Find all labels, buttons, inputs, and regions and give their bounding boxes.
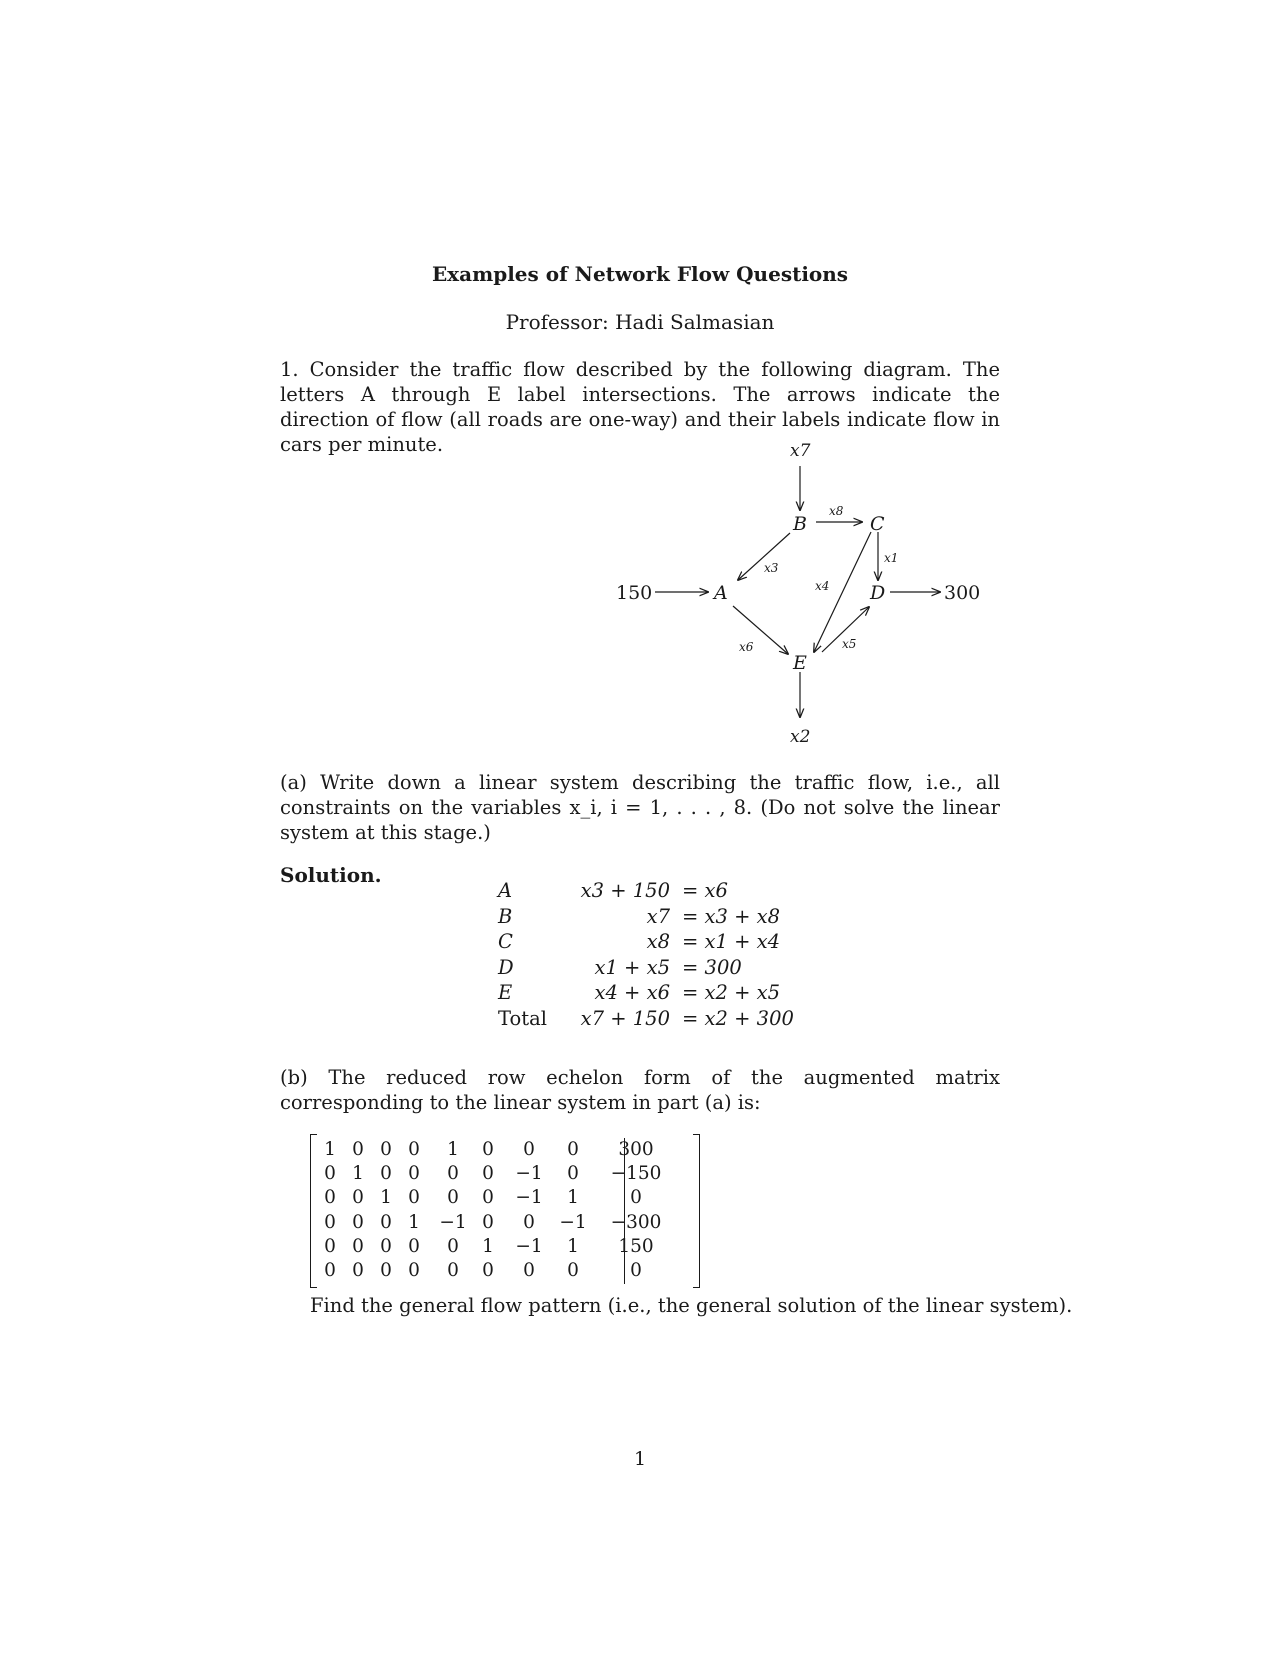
node-b: B — [793, 513, 807, 535]
matrix-left-bracket — [310, 1134, 317, 1288]
label-x2: x2 — [790, 727, 811, 747]
matrix-cell: 0 — [408, 1139, 420, 1160]
part-b-text: (b) The reduced row echelon form of the augmented matrix corresponding to the linear system in part (a) is: — [280, 1066, 1000, 1114]
label-x7: x7 — [790, 441, 811, 461]
matrix-cell: 0 — [482, 1187, 494, 1209]
matrix-cell: 0 — [567, 1260, 579, 1281]
equation-lhs: x1 + x5 — [594, 955, 670, 979]
label-x1: x1 — [884, 551, 899, 565]
matrix-cell: 0 — [447, 1187, 459, 1209]
matrix-cell: 0 — [447, 1235, 459, 1257]
matrix-cell: −1 — [515, 1235, 543, 1257]
equation-row — [492, 955, 800, 981]
matrix-cell: 0 — [380, 1211, 392, 1233]
equation-row — [492, 980, 800, 1006]
matrix-cell: 150 — [618, 1235, 654, 1257]
node-d: D — [870, 582, 886, 604]
find-instruction: Find the general flow pattern (i.e., the general solution of the linear system). — [310, 1294, 1073, 1317]
equation-lab: E — [498, 981, 513, 1004]
node-a: A — [714, 582, 728, 604]
equation-row — [492, 1006, 800, 1032]
equation-lab: D — [498, 955, 514, 979]
matrix-cell: 1 — [447, 1139, 459, 1160]
question-1-text: 1. Consider the traffic flow described by the following diagram. The letters A through E label intersections. The arrows indicate the direction of flow (all roads are one-way) and their labels indicate flow in cars per minute. — [280, 358, 1000, 456]
equation-lhs: x8 — [646, 930, 670, 953]
page-number: 1 — [633, 1448, 647, 1470]
matrix-cell: 1 — [567, 1235, 579, 1257]
matrix-cell: 1 — [408, 1211, 420, 1233]
matrix-cell: 1 — [482, 1235, 494, 1257]
matrix-cell: −150 — [610, 1163, 662, 1185]
matrix-cell: 0 — [482, 1163, 494, 1185]
matrix-cell: 0 — [482, 1260, 494, 1281]
matrix-cell: 0 — [630, 1260, 642, 1281]
matrix-cell: 1 — [324, 1139, 336, 1160]
matrix-cell: 0 — [380, 1163, 392, 1185]
matrix-cell: 0 — [408, 1235, 420, 1257]
equation-row — [492, 904, 800, 930]
node-e: E — [793, 652, 807, 674]
matrix-cell: 0 — [352, 1187, 364, 1209]
part-a-text: (a) Write down a linear system describing the traffic flow, i.e., all constraints on the variables x_i, i = 1, . . . , 8. (Do not solve the linear system at this stage.) — [280, 771, 1000, 844]
matrix-cell: 0 — [352, 1235, 364, 1257]
equation-lhs: x7 — [646, 904, 670, 928]
equation-lhs: x3 + 150 — [580, 879, 670, 902]
solution-label: Solution. — [280, 863, 382, 887]
matrix-cell: 0 — [324, 1235, 336, 1257]
outflow-label: 300 — [944, 582, 981, 604]
equation-row — [492, 878, 800, 904]
matrix-cell: 0 — [352, 1211, 364, 1233]
equation-lab: A — [498, 879, 513, 902]
matrix-cell: 0 — [447, 1163, 459, 1185]
equation-lab: C — [498, 930, 513, 953]
matrix-cell: 0 — [567, 1139, 579, 1160]
matrix-cell: 0 — [380, 1235, 392, 1257]
augmented-matrix — [310, 1134, 700, 1288]
label-x6: x6 — [739, 640, 754, 654]
matrix-cell: 0 — [523, 1211, 535, 1233]
matrix-cell: 0 — [408, 1163, 420, 1185]
matrix-cell: 0 — [408, 1260, 420, 1281]
equation-rhs: = x6 — [682, 879, 728, 902]
matrix-cell: 0 — [324, 1187, 336, 1209]
matrix-cell: 1 — [352, 1163, 364, 1185]
matrix-cell: 0 — [324, 1163, 336, 1185]
label-x4: x4 — [815, 579, 830, 593]
equation-rhs: = x1 + x4 — [682, 930, 781, 953]
matrix-cell: 0 — [324, 1260, 336, 1281]
equation-lhs: x7 + 150 — [580, 1006, 670, 1030]
matrix-cell: 0 — [482, 1139, 494, 1160]
matrix-cell: −300 — [610, 1211, 662, 1233]
matrix-cell: −1 — [439, 1211, 467, 1233]
equation-lhs: x4 + x6 — [594, 981, 670, 1004]
inflow-label: 150 — [616, 582, 653, 604]
equation-row — [492, 929, 800, 955]
matrix-cell: 0 — [630, 1187, 642, 1209]
label-x8: x8 — [829, 504, 844, 518]
matrix-cell: 1 — [380, 1187, 392, 1209]
node-c: C — [870, 513, 885, 535]
traffic-flow-diagram — [600, 440, 1020, 780]
matrix-cell: 0 — [408, 1187, 420, 1209]
equation-rhs: = 300 — [682, 955, 742, 979]
matrix-cell: 0 — [523, 1260, 535, 1281]
matrix-cell: 0 — [380, 1139, 392, 1160]
equation-lab: Total — [498, 1006, 547, 1030]
equation-rhs: = x2 + 300 — [682, 1006, 794, 1030]
label-x3: x3 — [764, 561, 779, 575]
matrix-cell: 0 — [523, 1139, 535, 1160]
matrix-cell: −1 — [515, 1187, 543, 1209]
matrix-cell: 0 — [447, 1260, 459, 1281]
matrix-cell: 0 — [482, 1211, 494, 1233]
matrix-cell: 0 — [324, 1211, 336, 1233]
page-title: Examples of Network Flow Questions — [431, 262, 849, 286]
label-x5: x5 — [842, 637, 857, 651]
equation-rhs: = x2 + x5 — [682, 981, 781, 1004]
equation-rhs: = x3 + x8 — [682, 904, 781, 928]
matrix-cell: −1 — [559, 1211, 587, 1233]
matrix-cell: −1 — [515, 1163, 543, 1185]
matrix-cell: 0 — [567, 1163, 579, 1185]
equation-lab: B — [498, 904, 513, 928]
matrix-cell: 300 — [618, 1139, 654, 1160]
matrix-cell: 0 — [380, 1260, 392, 1281]
matrix-cell: 0 — [352, 1260, 364, 1281]
matrix-right-bracket — [693, 1134, 700, 1288]
matrix-cell: 0 — [352, 1139, 364, 1160]
equation-system — [492, 878, 800, 1031]
author-line: Professor: Hadi Salmasian — [505, 310, 775, 334]
matrix-cell: 1 — [567, 1187, 579, 1209]
